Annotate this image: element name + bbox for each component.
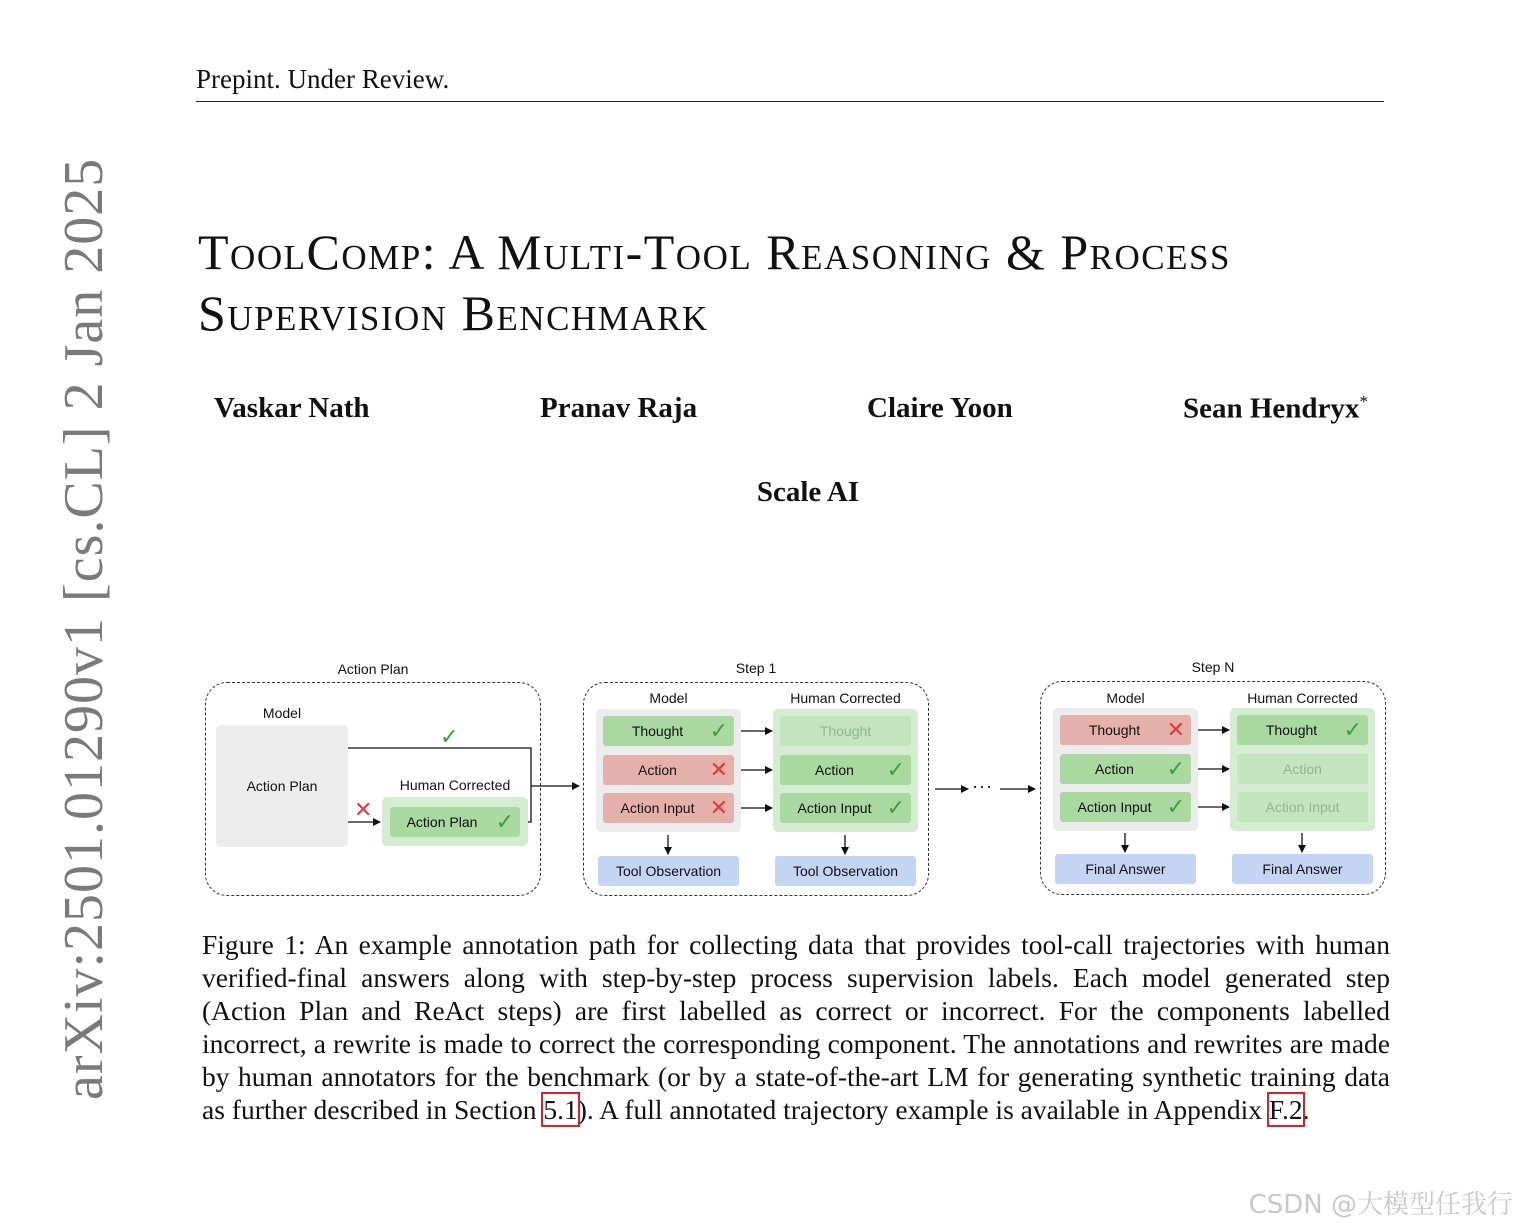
caption-label: Figure 1:	[202, 929, 306, 960]
chip-text: Action Input	[620, 800, 695, 816]
check-icon: ✓	[886, 795, 905, 820]
action-plan-section-title: Action Plan	[337, 661, 409, 677]
stepN-human-thought	[1237, 715, 1368, 745]
cross-icon: ✕	[709, 795, 728, 820]
caption-text-3: .	[1302, 1094, 1310, 1125]
human-action-plan-chip	[390, 807, 520, 837]
action-plan-model-label: Model	[262, 705, 302, 721]
csdn-watermark: CSDN @大模型任我行	[1248, 1190, 1513, 1220]
human-action-plan-text: Action Plan	[406, 814, 478, 830]
chip-text: Action Input	[1077, 799, 1152, 815]
author-name: Sean Hendryx	[1183, 392, 1360, 425]
chip-text: Final Answer	[1085, 861, 1166, 877]
title-line-2: Supervision Benchmark	[198, 285, 709, 341]
step1-model-action-input	[603, 793, 734, 823]
plan-cross-icon: ✕	[354, 797, 373, 822]
appendix-f2-link[interactable]: F.2	[1268, 1094, 1303, 1125]
chip-text: Thought	[1088, 722, 1141, 738]
steps-ellipsis: ···	[972, 776, 993, 796]
step1-model-thought	[603, 716, 734, 746]
chip-text: Thought	[631, 723, 684, 739]
plan-check-icon: ✓	[440, 724, 459, 749]
stepN-human-label: Human Corrected	[1247, 690, 1358, 706]
page-header: Prepint. Under Review.	[196, 64, 1384, 102]
stepN-model-final-answer	[1055, 854, 1196, 884]
chip-text: Final Answer	[1262, 861, 1343, 877]
step1-model-tool-observation	[598, 856, 739, 886]
chip-text: Action	[815, 762, 854, 778]
cross-icon: ✕	[1166, 717, 1185, 742]
stepN-human-final-answer	[1232, 854, 1373, 884]
chip-text: Action Input	[797, 800, 872, 816]
stepN-human-action-input	[1237, 792, 1368, 822]
title-line-1: ToolComp: A Multi-Tool Reasoning & Process	[198, 224, 1231, 280]
step1-model-action	[603, 755, 734, 785]
stepN-model-thought	[1060, 715, 1191, 745]
stepN-model-action	[1060, 754, 1191, 784]
stepN-model-label: Model	[1106, 690, 1145, 706]
stepN-section-title: Step N	[1191, 659, 1235, 675]
step1-human-action	[780, 755, 911, 785]
corresponding-author-mark: *	[1359, 392, 1368, 411]
check-icon: ✓	[886, 757, 905, 782]
chip-text: Action	[1095, 761, 1134, 777]
chip-text: Tool Observation	[792, 863, 899, 879]
chip-text: Action	[1283, 761, 1322, 777]
author-name: Vaskar Nath	[214, 392, 370, 424]
check-icon: ✓	[1166, 794, 1185, 819]
model-action-plan-box	[216, 725, 348, 847]
author-name: Pranav Raja	[540, 392, 698, 424]
stepN-human-action	[1237, 754, 1368, 784]
cross-icon: ✕	[709, 757, 728, 782]
model-action-plan-text: Action Plan	[246, 778, 318, 794]
step1-section-title: Step 1	[735, 660, 777, 676]
chip-text: Thought	[1265, 722, 1318, 738]
figure-caption	[202, 928, 1390, 1126]
step1-human-tool-observation	[775, 856, 916, 886]
arxiv-stamp: arXiv:2501.01290v1 [cs.CL] 2 Jan 2025	[53, 157, 115, 1100]
step1-human-label: Human Corrected	[790, 690, 901, 706]
author-name: Claire Yoon	[867, 392, 1013, 424]
step1-model-label: Model	[649, 690, 688, 706]
step1-human-action-input	[780, 793, 911, 823]
caption-text-1: An example annotation path for collecting data that provides tool-call trajectories with human verified-final answers along with step-by-step process supervision labels. Each model generated step (Action Plan and ReAct steps) are first labelled as correct or incorrect. For the components labelled incorrect, a rewrite is made to correct the corresponding component. The annotations and rewrites are made by human annotators for the benchmark (or by a state-of-the-art LM for generating synthetic training data as further described in Section	[202, 929, 1390, 1125]
chip-text: Action	[638, 762, 677, 778]
action-plan-human-label: Human Corrected	[399, 777, 511, 793]
check-icon: ✓	[495, 809, 514, 834]
check-icon: ✓	[1343, 717, 1362, 742]
affiliation: Scale AI	[756, 476, 860, 508]
section-5-1-link[interactable]: 5.1	[543, 1094, 578, 1125]
chip-text: Tool Observation	[615, 863, 722, 879]
caption-text-2: ). A full annotated trajectory example is available in Appendix	[577, 1094, 1262, 1125]
chip-text: Thought	[819, 723, 872, 739]
chip-text: Action Input	[1265, 799, 1340, 815]
step1-human-thought	[780, 716, 911, 746]
check-icon: ✓	[1166, 756, 1185, 781]
stepN-model-action-input	[1060, 792, 1191, 822]
check-icon: ✓	[709, 718, 728, 743]
